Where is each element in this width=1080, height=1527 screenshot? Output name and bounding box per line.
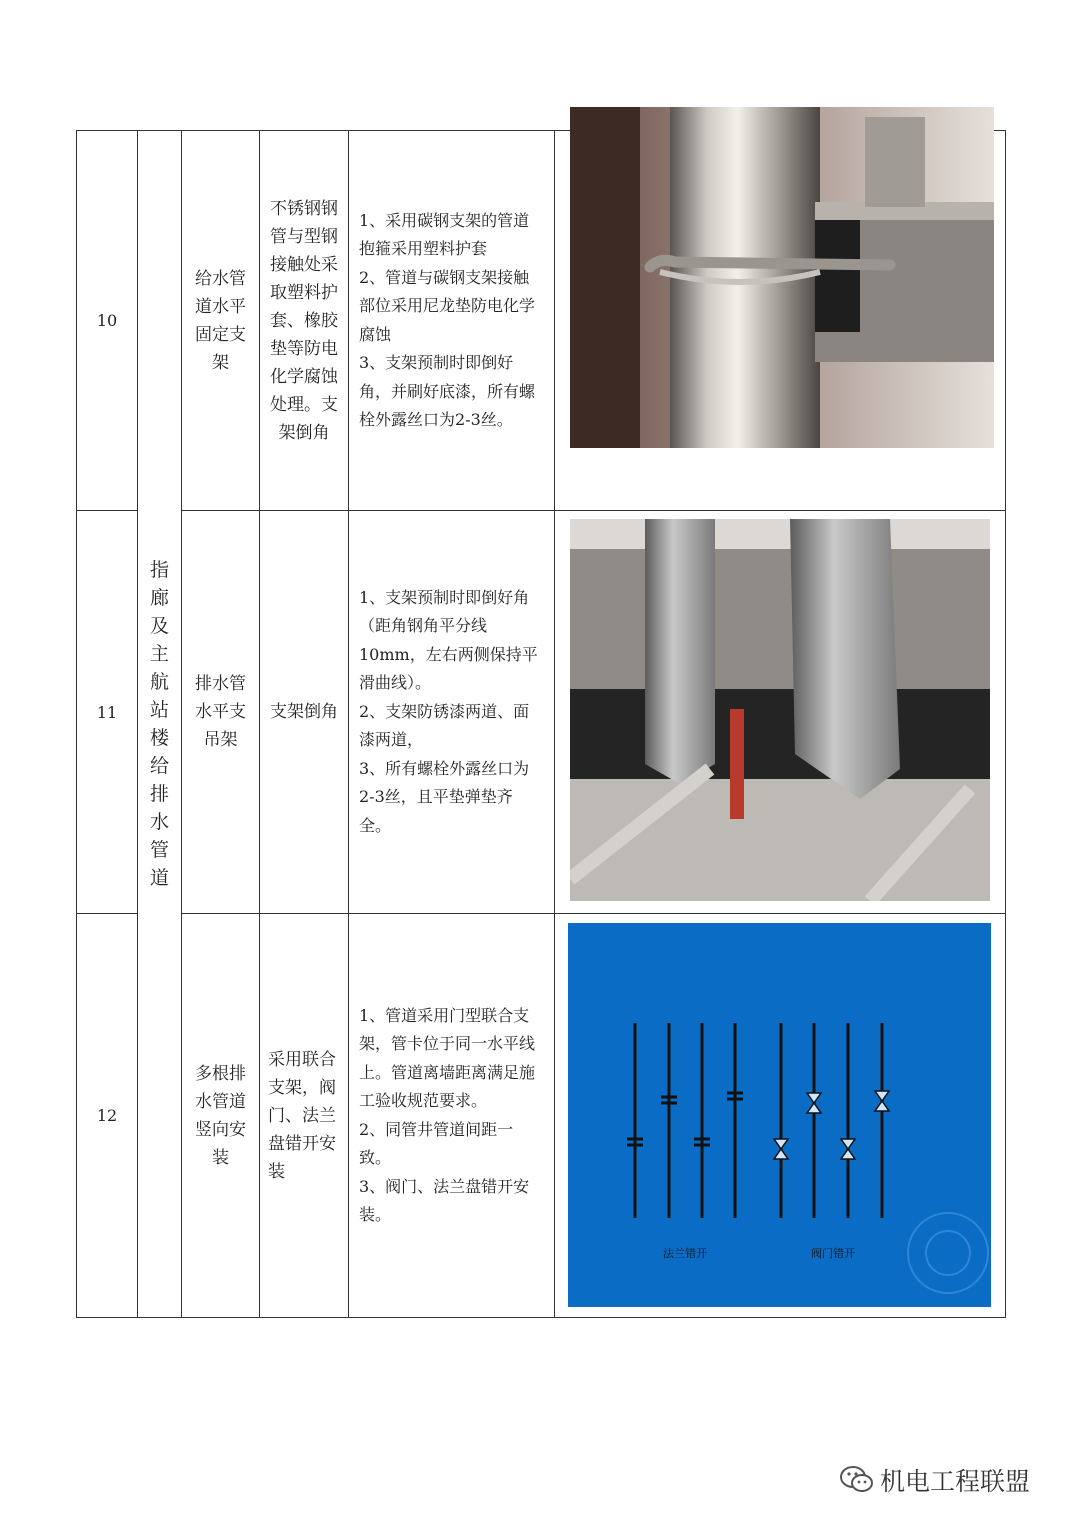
category-label: 指廊及主航站楼给排水管道 bbox=[150, 559, 170, 889]
row-number: 11 bbox=[77, 511, 138, 914]
table-row bbox=[77, 511, 1006, 914]
wechat-icon bbox=[840, 1465, 874, 1495]
requirement: 不锈钢钢管与型钢接触处采取塑料护套、橡胶垫等防电化学腐蚀处理。支架倒角 bbox=[260, 131, 349, 511]
photo-cell bbox=[555, 131, 1006, 511]
valve-stagger-label: 阀门错开 bbox=[811, 1247, 855, 1260]
row-number: 12 bbox=[77, 914, 138, 1318]
item-name: 给水管道水平固定支架 bbox=[182, 131, 260, 511]
row-number: 10 bbox=[77, 131, 138, 511]
category-cell bbox=[138, 131, 182, 1318]
item-name: 排水管水平支吊架 bbox=[182, 511, 260, 914]
description: 1、采用碳钢支架的管道抱箍采用塑料护套 2、管道与碳钢支架接触部位采用尼龙垫防电化学腐蚀 3、支架预制时即倒好角，并刷好底漆，所有螺栓外露丝口为2-3丝。 bbox=[349, 131, 555, 511]
photo-cell bbox=[555, 511, 1006, 914]
hanger-bracket-photo bbox=[570, 519, 990, 901]
table-row bbox=[77, 914, 1006, 1318]
table-row bbox=[77, 131, 1006, 511]
requirement: 支架倒角 bbox=[260, 511, 349, 914]
photo-cell bbox=[555, 914, 1006, 1318]
requirement: 采用联合支架，阀门、法兰盘错开安装 bbox=[260, 914, 349, 1318]
description: 1、管道采用门型联合支架，管卡位于同一水平线上。管道离墙距离满足施工验收规范要求。 2、同管井管道间距一致。 3、阀门、法兰盘错开安装。 bbox=[349, 914, 555, 1318]
staggered-valve-diagram bbox=[568, 923, 991, 1307]
pipe-clamp-photo bbox=[570, 107, 994, 448]
flange-stagger-label: 法兰错开 bbox=[663, 1247, 707, 1260]
watermark-text: 机电工程联盟 bbox=[880, 1467, 1031, 1496]
item-name: 多根排水管道竖向安装 bbox=[182, 914, 260, 1318]
description: 1、支架预制时即倒好角（距角钢角平分线10mm，左右两侧保持平滑曲线）。 2、支架防锈漆两道、面漆两道， 3、所有螺栓外露丝口为2-3丝，且平垫弹垫齐全。 bbox=[349, 511, 555, 914]
spec-table bbox=[76, 130, 1006, 1318]
watermark bbox=[840, 1462, 1030, 1498]
